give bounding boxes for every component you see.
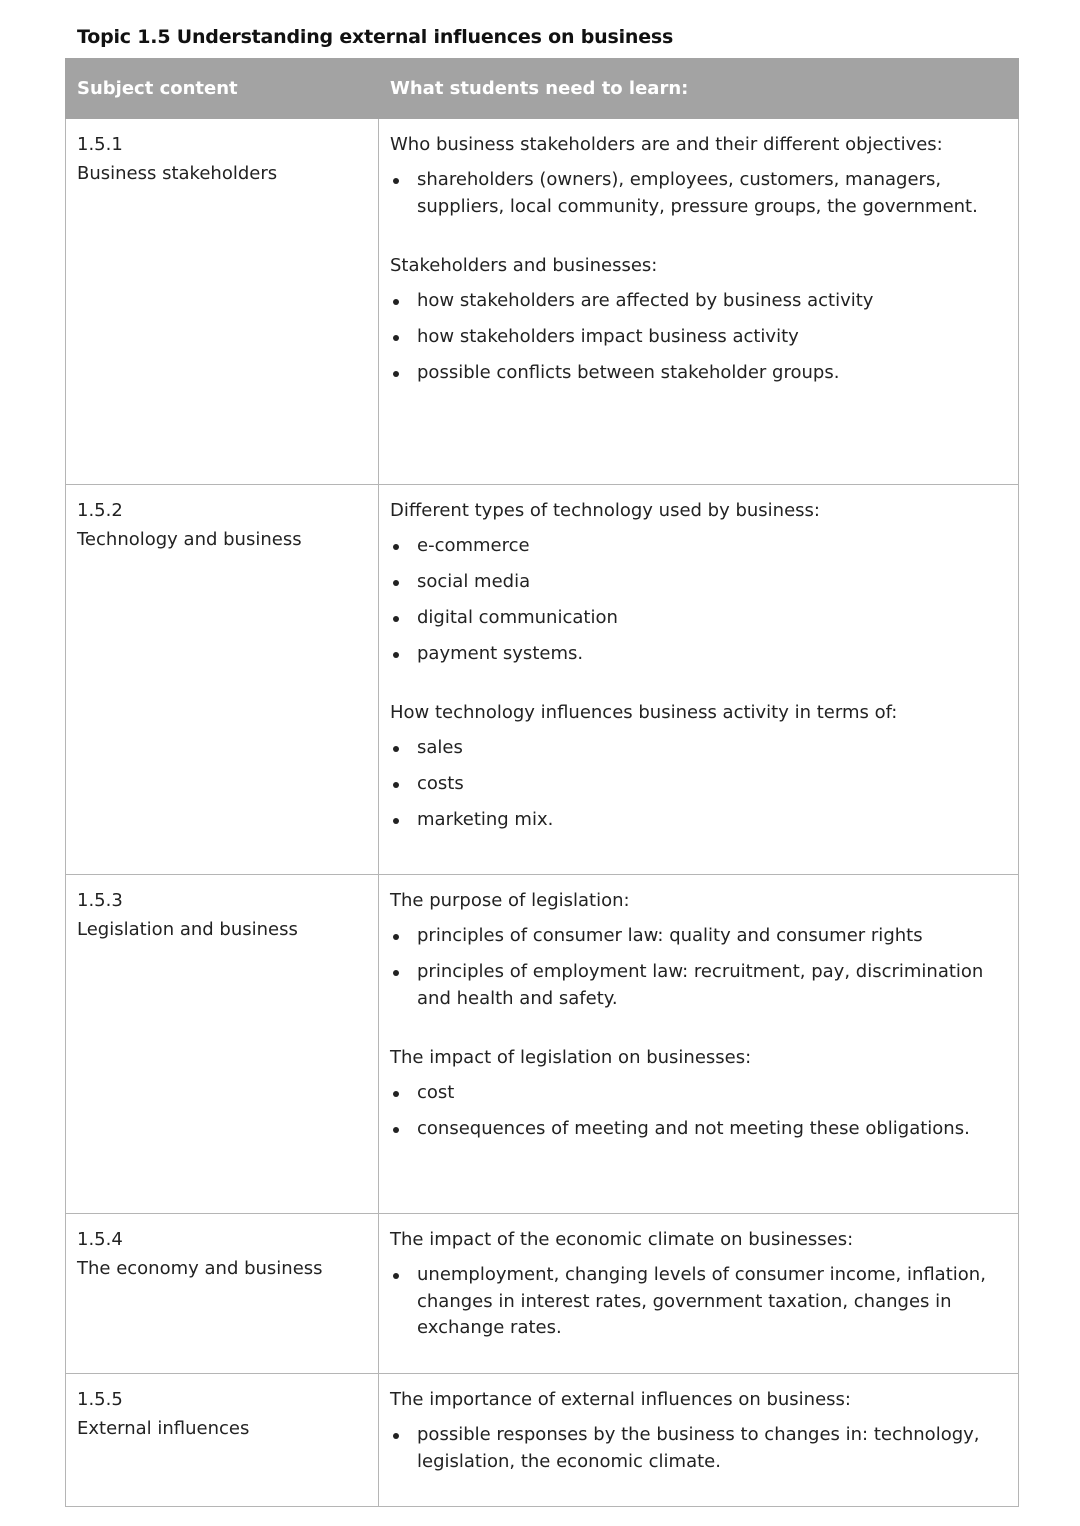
topic-code: 1.5.5 bbox=[77, 1389, 123, 1410]
topic-code: 1.5.1 bbox=[77, 134, 123, 155]
bullet-list bbox=[390, 1422, 1007, 1475]
table-row bbox=[66, 485, 1019, 875]
bullet-item: payment systems. bbox=[390, 641, 1007, 668]
learning-cell bbox=[379, 1374, 1019, 1507]
bullet-item: e-commerce bbox=[390, 533, 1007, 560]
learning-cell bbox=[379, 1214, 1019, 1374]
topic-code: 1.5.2 bbox=[77, 500, 123, 521]
bullet-list bbox=[390, 1080, 1007, 1143]
topic-name: Legislation and business bbox=[77, 919, 298, 940]
bullet-item: possible responses by the business to changes in: technology, legislation, the economic climate. bbox=[390, 1422, 1007, 1475]
bullet-item: consequences of meeting and not meeting these obligations. bbox=[390, 1116, 1007, 1143]
topic-name: External influences bbox=[77, 1418, 250, 1439]
bullet-item: shareholders (owners), employees, customers, managers, suppliers, local community, pressure groups, the government. bbox=[390, 167, 1007, 220]
block-intro: The importance of external influences on business: bbox=[390, 1389, 851, 1410]
bullet-list bbox=[390, 288, 1007, 387]
block-intro: How technology influences business activity in terms of: bbox=[390, 702, 898, 723]
bullet-item: how stakeholders impact business activity bbox=[390, 324, 1007, 351]
block-intro: Stakeholders and businesses: bbox=[390, 254, 658, 276]
bullet-item: marketing mix. bbox=[390, 807, 1007, 834]
block-intro: Different types of technology used by business: bbox=[390, 500, 820, 521]
bullet-item: sales bbox=[390, 735, 1007, 762]
bullet-item: unemployment, changing levels of consumer income, inflation, changes in interest rates, government taxation, changes in exchange rates. bbox=[390, 1262, 1007, 1342]
bullet-item: costs bbox=[390, 771, 1007, 798]
block-intro: The purpose of legislation: bbox=[390, 890, 630, 911]
table-row bbox=[66, 119, 1019, 485]
topic-name: The economy and business bbox=[77, 1258, 323, 1279]
bullet-list bbox=[390, 1262, 1007, 1342]
bullet-list bbox=[390, 923, 1007, 1012]
subject-cell bbox=[66, 119, 379, 485]
content-table bbox=[65, 58, 1019, 1507]
table-header-row bbox=[66, 59, 1019, 119]
learning-cell bbox=[379, 485, 1019, 875]
bullet-item: possible conflicts between stakeholder groups. bbox=[390, 360, 1007, 387]
bullet-item: digital communication bbox=[390, 605, 1007, 632]
page-title: Topic 1.5 Understanding external influences on business bbox=[77, 26, 674, 48]
bullet-item: how stakeholders are affected by business activity bbox=[390, 288, 1007, 315]
bullet-item: principles of consumer law: quality and consumer rights bbox=[390, 923, 1007, 950]
learning-cell bbox=[379, 119, 1019, 485]
bullet-item: cost bbox=[390, 1080, 1007, 1107]
topic-code: 1.5.3 bbox=[77, 890, 123, 911]
learning-cell bbox=[379, 875, 1019, 1214]
table-row bbox=[66, 1214, 1019, 1374]
table-row bbox=[66, 875, 1019, 1214]
block-intro: The impact of the economic climate on businesses: bbox=[390, 1229, 854, 1250]
subject-cell bbox=[66, 875, 379, 1214]
block-intro: The impact of legislation on businesses: bbox=[390, 1046, 752, 1068]
bullet-item: social media bbox=[390, 569, 1007, 596]
table-row bbox=[66, 1374, 1019, 1507]
topic-name: Business stakeholders bbox=[77, 163, 278, 184]
bullet-list bbox=[390, 735, 1007, 834]
bullet-list bbox=[390, 167, 1007, 220]
subject-cell bbox=[66, 1374, 379, 1507]
header-what-students-learn: What students need to learn: bbox=[379, 59, 1019, 119]
topic-name: Technology and business bbox=[77, 529, 302, 550]
subject-cell bbox=[66, 1214, 379, 1374]
subject-cell bbox=[66, 485, 379, 875]
header-subject-content: Subject content bbox=[66, 59, 379, 119]
bullet-item: principles of employment law: recruitment, pay, discrimination and health and safety. bbox=[390, 959, 1007, 1012]
bullet-list bbox=[390, 533, 1007, 668]
topic-code: 1.5.4 bbox=[77, 1229, 123, 1250]
block-intro: Who business stakeholders are and their different objectives: bbox=[390, 134, 943, 155]
